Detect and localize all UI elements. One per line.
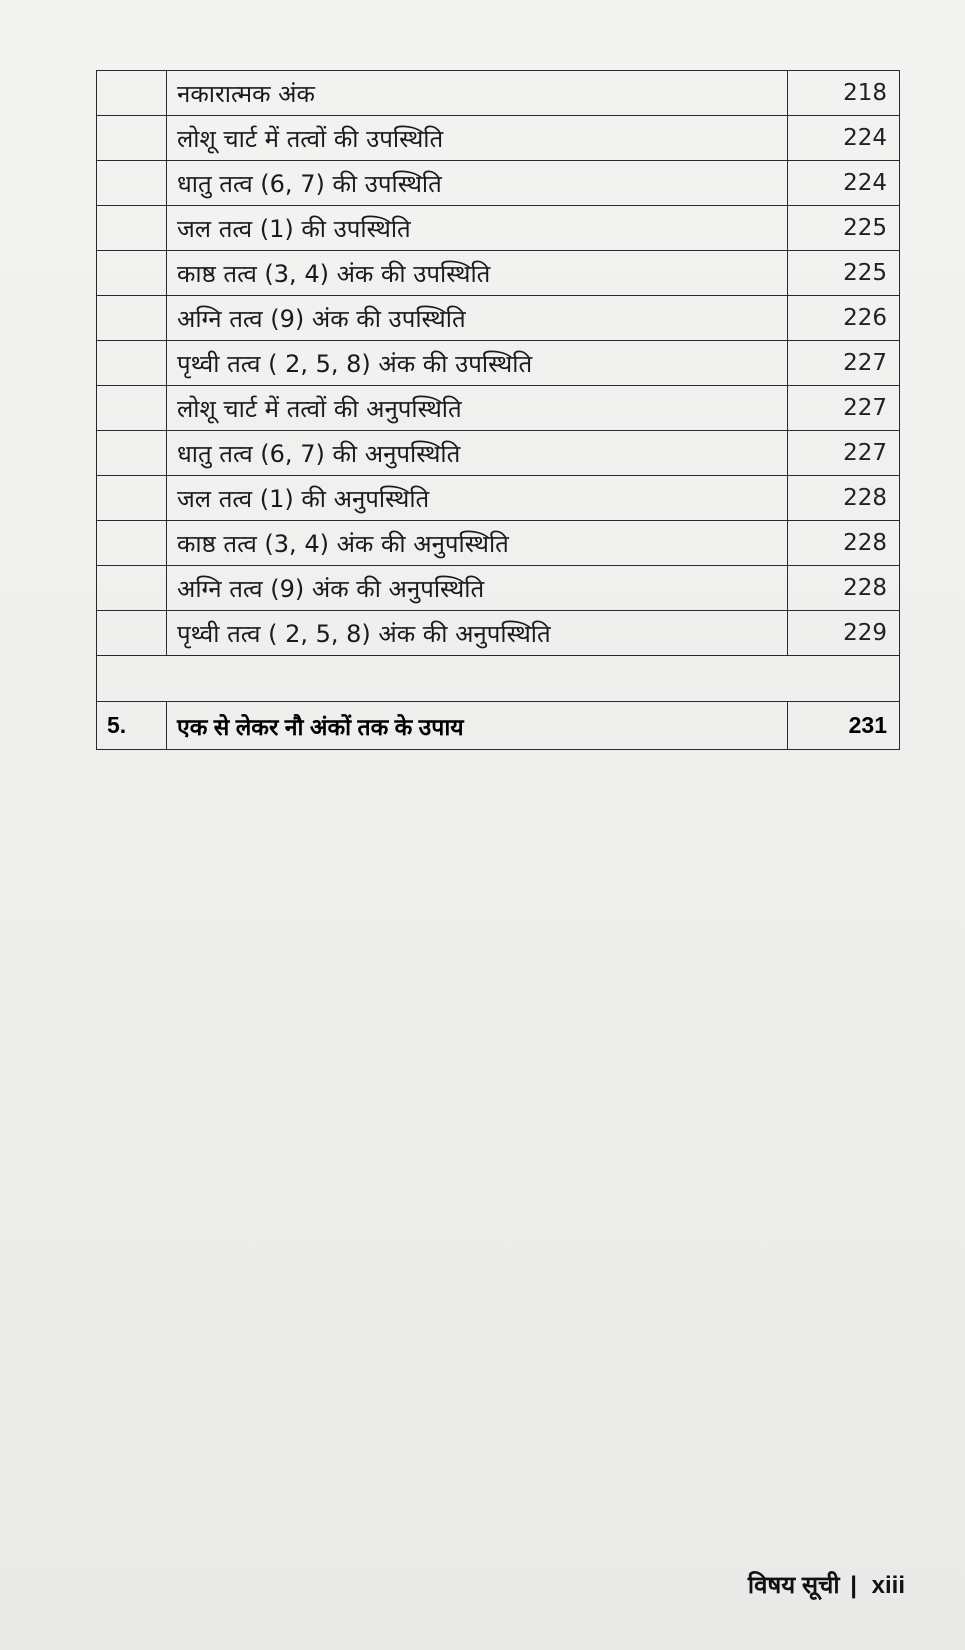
toc-row-page: 218 [788, 71, 900, 116]
toc-row [97, 386, 900, 431]
toc-row-number [97, 341, 167, 386]
toc-row-number [97, 161, 167, 206]
toc-row-number [97, 521, 167, 566]
toc-table [96, 70, 900, 750]
toc-row-number [97, 566, 167, 611]
footer-label: विषय सूची [747, 1572, 840, 1599]
toc-row-number [97, 116, 167, 161]
toc-row-number [97, 71, 167, 116]
page-footer [748, 1568, 905, 1601]
toc-row [97, 341, 900, 386]
toc-row [97, 206, 900, 251]
toc-chapter-row [97, 702, 900, 750]
toc-row [97, 71, 900, 116]
toc-row-page: 228 [788, 521, 900, 566]
toc-row-page: 224 [788, 116, 900, 161]
chapter-title: एक से लेकर नौ अंकों तक के उपाय [167, 702, 788, 750]
toc-row-page: 225 [788, 206, 900, 251]
toc-row-number [97, 386, 167, 431]
toc-row [97, 566, 900, 611]
toc-row [97, 431, 900, 476]
toc-row-page: 227 [788, 386, 900, 431]
toc-row-number [97, 206, 167, 251]
toc-row-page: 227 [788, 341, 900, 386]
footer-page-number: xiii [871, 1572, 905, 1599]
toc-row-title: अग्नि तत्व (9) अंक की अनुपस्थिति [167, 566, 788, 611]
toc-row-title: नकारात्मक अंक [167, 71, 788, 116]
toc-row-title: अग्नि तत्व (9) अंक की उपस्थिति [167, 296, 788, 341]
toc-row-page: 227 [788, 431, 900, 476]
toc-row-title: धातु तत्व (6, 7) की उपस्थिति [167, 161, 788, 206]
toc-row-title: लोशू चार्ट में तत्वों की अनुपस्थिति [167, 386, 788, 431]
toc-row-title: पृथ्वी तत्व ( 2, 5, 8) अंक की अनुपस्थिति [167, 611, 788, 656]
toc-row [97, 521, 900, 566]
toc-row [97, 476, 900, 521]
toc-row-page: 229 [788, 611, 900, 656]
toc-row-title: जल तत्व (1) की उपस्थिति [167, 206, 788, 251]
toc-body [97, 71, 900, 750]
toc-row [97, 296, 900, 341]
toc-row-page: 228 [788, 566, 900, 611]
toc-row-title: जल तत्व (1) की अनुपस्थिति [167, 476, 788, 521]
toc-row-number [97, 296, 167, 341]
toc-row-number [97, 476, 167, 521]
toc-row [97, 611, 900, 656]
chapter-page: 231 [788, 702, 900, 750]
toc-row-number [97, 431, 167, 476]
toc-row-page: 225 [788, 251, 900, 296]
toc-row-title: काष्ठ तत्व (3, 4) अंक की अनुपस्थिति [167, 521, 788, 566]
toc-row-title: पृथ्वी तत्व ( 2, 5, 8) अंक की उपस्थिति [167, 341, 788, 386]
toc-row [97, 161, 900, 206]
toc-spacer-cell [97, 656, 900, 702]
toc-row-page: 226 [788, 296, 900, 341]
toc-row-title: काष्ठ तत्व (3, 4) अंक की उपस्थिति [167, 251, 788, 296]
toc-row-page: 224 [788, 161, 900, 206]
toc-row-page: 228 [788, 476, 900, 521]
toc-row [97, 251, 900, 296]
toc-row-number [97, 611, 167, 656]
toc-row-title: धातु तत्व (6, 7) की अनुपस्थिति [167, 431, 788, 476]
toc-row-title: लोशू चार्ट में तत्वों की उपस्थिति [167, 116, 788, 161]
toc-row-number [97, 251, 167, 296]
toc-spacer-row [97, 656, 900, 702]
chapter-number: 5. [97, 702, 167, 750]
footer-separator: | [850, 1572, 857, 1599]
toc-row [97, 116, 900, 161]
